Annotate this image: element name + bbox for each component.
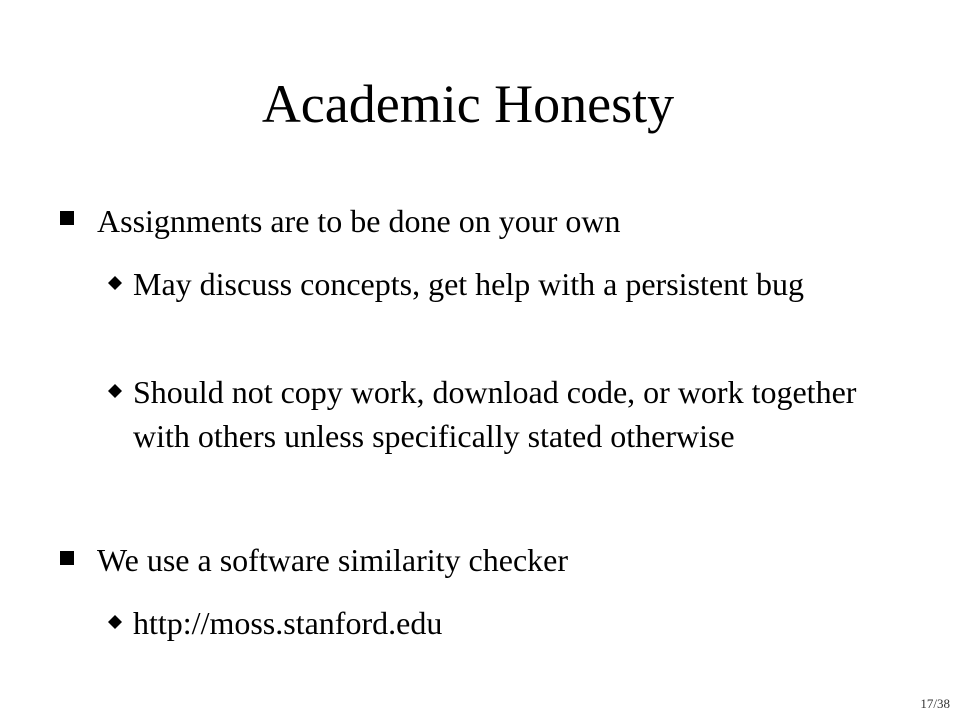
bullet-item-should-not-copy: Should not copy work, download code, or work together with others unless specifically stated otherwise xyxy=(133,374,857,454)
slide-title: Academic Honesty xyxy=(261,74,675,134)
diamond-bullet-icon xyxy=(108,384,122,398)
bullet-item-discuss-concepts: May discuss concepts, get help with a persistent bug xyxy=(133,266,804,302)
diamond-bullet-icon xyxy=(108,615,122,629)
page-number: 17/38 xyxy=(920,696,950,711)
square-bullet-icon xyxy=(60,211,74,225)
diamond-bullet-icon xyxy=(108,276,122,290)
square-bullet-icon xyxy=(60,551,74,565)
bullet-item-assignments: Assignments are to be done on your own xyxy=(97,203,621,239)
bullet-item-moss-link: http://moss.stanford.edu xyxy=(133,605,443,641)
bullet-item-similarity-checker: We use a software similarity checker xyxy=(97,542,568,578)
